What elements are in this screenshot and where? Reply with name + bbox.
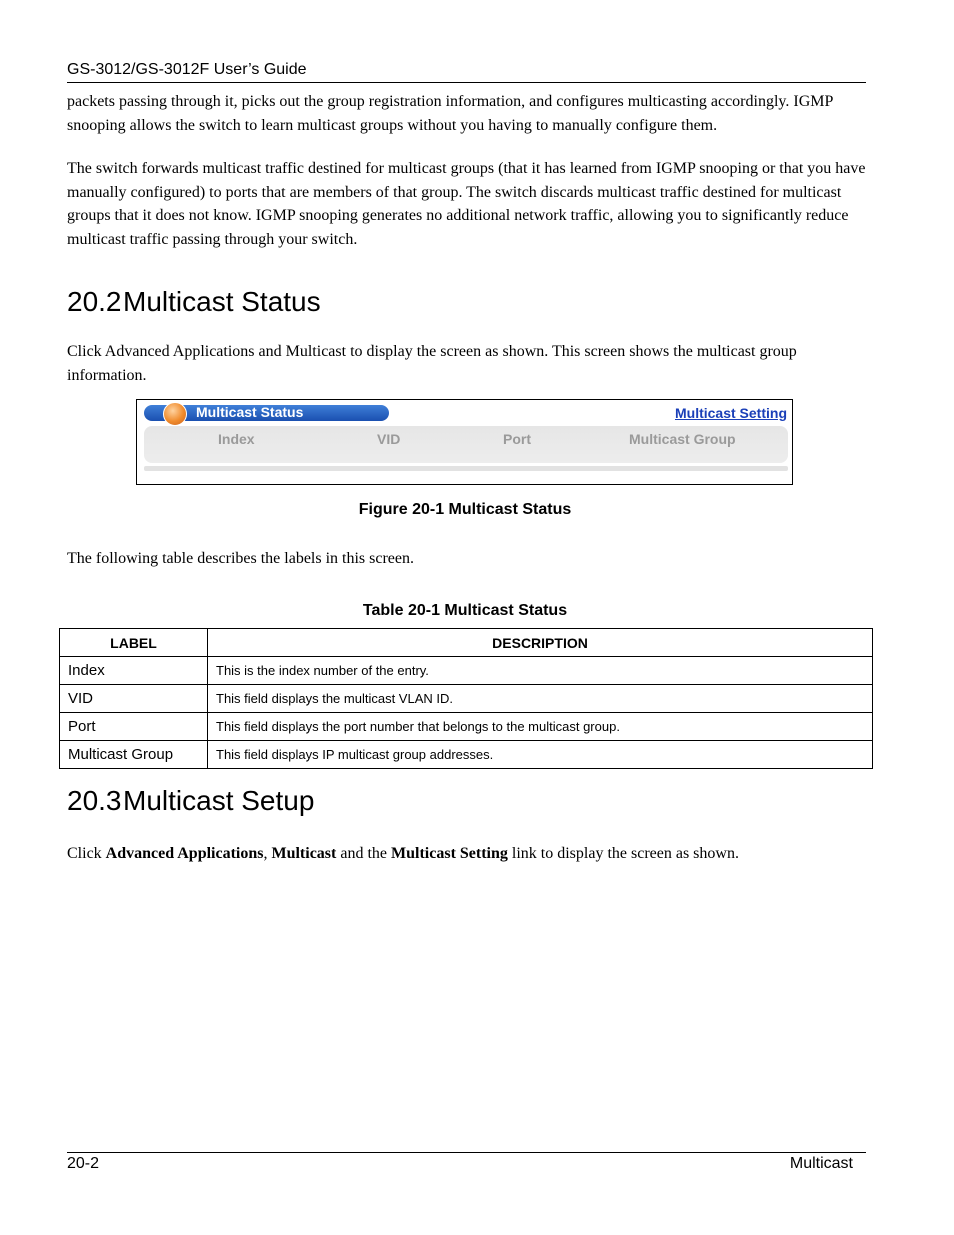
description-header: DESCRIPTION [208,629,873,657]
label-header: LABEL [60,629,208,657]
setup-bold-multicast: Multicast [271,845,337,862]
row-description: This field displays the port number that belongs to the multicast group. [208,713,873,741]
table-header-row [144,426,788,463]
setup-text: , [263,845,272,862]
running-header: GS-3012/GS-3012F User’s Guide [67,61,307,78]
table-row [60,685,873,713]
panel-title: Multicast Status [196,404,304,420]
footer-rule [67,1152,866,1153]
setup-bold-multicast-setting: Multicast Setting [391,845,508,862]
row-description: This field displays the multicast VLAN ID. [208,685,873,713]
row-label: Index [60,657,208,685]
table-row [60,741,873,769]
intro-paragraph-2: The switch forwards multicast traffic destined for multicast groups (that it has learned from IGMP snooping or that you have manually configured) to ports that are members of that group. The switch discards multicast traffic destined for multicast groups that it does not know. IGMP snooping generates no additional network traffic, allowing you to significantly reduce multicast traffic passing through your switch. [67,160,866,248]
row-label: Port [60,713,208,741]
column-header-vid: VID [377,431,401,447]
row-label: VID [60,685,208,713]
setup-text: link to display the screen as shown. [507,845,739,862]
setup-bold-advanced-applications: Advanced Applications [105,845,264,862]
orange-ball-icon [163,402,187,426]
setup-paragraph [67,842,867,866]
figure-caption: Figure 20-1 Multicast Status [358,501,572,518]
section-heading-status [67,286,321,318]
column-header-port: Port [503,431,531,447]
section-title: Multicast Status [123,286,321,317]
chapter-name: Multicast [789,1155,853,1172]
table-header-row [60,629,873,657]
page-number: 20-2 [67,1155,100,1172]
table-footer-bar [144,466,788,471]
column-header-multicast-group: Multicast Group [629,431,736,447]
table-row [60,657,873,685]
intro-paragraph-1: packets passing through it, picks out the group registration information, and configures multicasting accordingly. IGMP snooping allows the switch to learn multicast groups without you having to manually configure them. [67,93,833,134]
row-label: Multicast Group [60,741,208,769]
multicast-setting-link[interactable]: Multicast Setting [674,405,787,421]
header-rule [67,82,866,83]
description-table [59,628,873,769]
status-paragraph: Click Advanced Applications and Multicast to display the screen as shown. This screen shows the multicast group information. [67,343,797,384]
section-number: 20.3 [67,785,122,816]
table-caption: Table 20-1 Multicast Status [362,602,568,619]
section-title: Multicast Setup [123,785,315,816]
setup-text: Click [67,845,106,862]
table-intro-paragraph: The following table describes the labels in this screen. [67,550,415,567]
column-header-index: Index [218,431,255,447]
setup-text: and the [336,845,392,862]
row-description: This field displays IP multicast group addresses. [208,741,873,769]
table-row [60,713,873,741]
row-description: This is the index number of the entry. [208,657,873,685]
multicast-status-screenshot [136,399,793,485]
section-number: 20.2 [67,286,122,317]
section-heading-setup [67,785,314,817]
